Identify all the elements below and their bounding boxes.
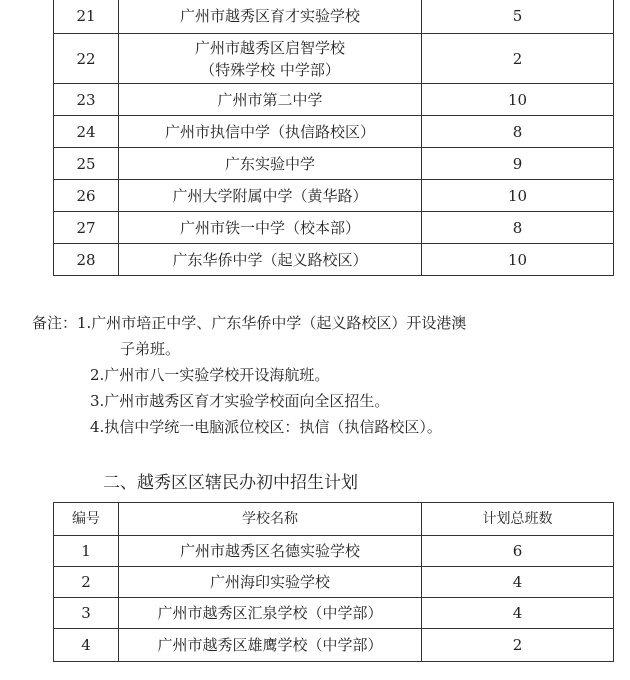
school-name: 广州市第二中学 — [119, 84, 422, 116]
row-number: 28 — [54, 244, 119, 276]
row-number: 3 — [54, 598, 119, 629]
school-name: 广州市越秀区育才实验学校 — [119, 0, 422, 34]
class-count: 4 — [422, 598, 614, 629]
table-row — [54, 567, 614, 598]
class-count: 6 — [422, 536, 614, 567]
row-number: 22 — [54, 34, 119, 84]
table-row — [54, 84, 614, 116]
class-count: 8 — [422, 212, 614, 244]
class-count: 4 — [422, 567, 614, 598]
private-school-plan-table — [53, 502, 614, 662]
school-name: 广州市越秀区雄鹰学校（中学部） — [119, 629, 422, 662]
school-name-subtitle: （特殊学校 中学部） — [200, 60, 340, 79]
class-count: 5 — [422, 0, 614, 34]
class-count: 8 — [422, 116, 614, 148]
row-number: 24 — [54, 116, 119, 148]
school-name: 广州市越秀区启智学校 — [194, 38, 345, 57]
table-header-row — [54, 503, 614, 536]
row-number: 4 — [54, 629, 119, 662]
class-count: 10 — [422, 244, 614, 276]
row-number: 27 — [54, 212, 119, 244]
public-school-plan-table — [53, 0, 614, 276]
school-name: 广州市铁一中学（校本部） — [119, 212, 422, 244]
row-number: 1 — [54, 536, 119, 567]
note-item-1-continued: 子弟班。 — [120, 340, 181, 358]
class-count: 2 — [422, 34, 614, 84]
table-row — [54, 244, 614, 276]
header-school-name: 学校名称 — [119, 503, 422, 536]
note-item-3: 3.广州市越秀区育才实验学校面向全区招生。 — [90, 392, 390, 410]
row-number: 23 — [54, 84, 119, 116]
row-number: 21 — [54, 0, 119, 34]
class-count: 9 — [422, 148, 614, 180]
header-class-count: 计划总班数 — [422, 503, 614, 536]
table-row — [54, 598, 614, 629]
header-number: 编号 — [54, 503, 119, 536]
note-item-4: 4.执信中学统一电脑派位校区：执信（执信路校区）。 — [90, 418, 442, 436]
class-count: 2 — [422, 629, 614, 662]
class-count: 10 — [422, 180, 614, 212]
table-row — [54, 148, 614, 180]
table-row — [54, 629, 614, 662]
school-name: 广东实验中学 — [119, 148, 422, 180]
table-row — [54, 0, 614, 34]
notes-block — [32, 310, 622, 440]
table-row — [54, 34, 614, 84]
row-number: 25 — [54, 148, 119, 180]
table-row — [54, 116, 614, 148]
school-name: 广州市越秀区名德实验学校 — [119, 536, 422, 567]
school-name: 广州大学附属中学（黄华路） — [119, 180, 422, 212]
school-name: 广州市越秀区汇泉学校（中学部） — [119, 598, 422, 629]
row-number: 2 — [54, 567, 119, 598]
school-name-cell — [119, 34, 422, 84]
note-item-1: 备注：1.广州市培正中学、广东华侨中学（起义路校区）开设港澳 — [32, 314, 467, 332]
school-name: 广州海印实验学校 — [119, 567, 422, 598]
section-title: 二、越秀区区辖民办初中招生计划 — [103, 473, 358, 493]
school-name: 广州市执信中学（执信路校区） — [119, 116, 422, 148]
table-row — [54, 180, 614, 212]
table-row — [54, 212, 614, 244]
school-name: 广东华侨中学（起义路校区） — [119, 244, 422, 276]
class-count: 10 — [422, 84, 614, 116]
row-number: 26 — [54, 180, 119, 212]
note-item-2: 2.广州市八一实验学校开设海航班。 — [90, 366, 330, 384]
table-row — [54, 536, 614, 567]
